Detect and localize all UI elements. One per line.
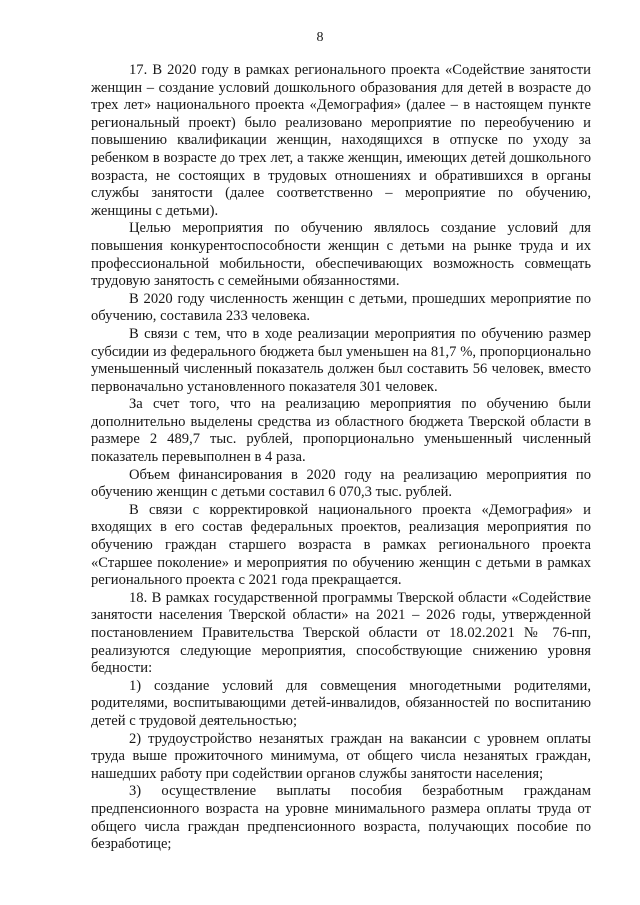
paragraph-regional-funding: За счет того, что на реализацию мероприятия по обучению были дополнительно выделены средства из областного бюджета Тверской области в размере 2 489,7 тыс. рублей, пропорционально уменьшенный численный показатель перевыполнен в 4 раза. <box>91 396 591 466</box>
paragraph-project-termination: В связи с корректировкой национального проекта «Демография» и входящих в его состав федеральных проектов, реализация мероприятия по обучению граждан старшего возраста в рамках регионального проекта «Старшее поколение» и мероприятия по обучению женщин с детьми в рамках регионального проекта с 2021 года прекращается. <box>91 501 591 589</box>
page-number: 8 <box>316 30 324 45</box>
paragraph-participants-count: В 2020 году численность женщин с детьми, прошедших мероприятие по обучению, составила 233 человека. <box>91 290 591 325</box>
paragraph-item-17-intro: 17. В 2020 году в рамках регионального проекта «Содействие занятости женщин – создание условий дошкольного образования для детей в возрасте до трех лет» национального проекта «Демография» (далее – в настоящем пункте региональный проект) было реализовано мероприятие по переобучению и повышению квалификации женщин, находящихся в отпуске по уходу за ребенком в возрасте до трех лет, а также женщин, имеющих детей дошкольного возраста, не состоящих в трудовых отношениях и обратившихся в органы службы занятости (далее соответственно – мероприятие по обучению, женщины с детьми). <box>91 62 591 219</box>
list-item-3: 3) осуществление выплаты пособия безработным гражданам предпенсионного возраста на уровне минимального размера оплаты труда от общего числа граждан предпенсионного возраста, получающих пособие по безработице; <box>91 783 591 853</box>
paragraph-subsidy-reduction: В связи с тем, что в ходе реализации мероприятия по обучению размер субсидии из федерального бюджета был уменьшен на 81,7 %, пропорционально уменьшенный численный показатель должен был составить 56 человек, вместо первоначально установленного показателя 301 человек. <box>91 325 591 395</box>
list-item-1: 1) создание условий для совмещения многодетными родителями, родителями, воспитывающими детей-инвалидов, обязанностей по воспитанию детей с трудовой деятельностью; <box>91 677 591 729</box>
paragraph-training-goal: Целью мероприятия по обучению являлось создание условий для повышения конкурентоспособности женщин с детьми на рынке труда и их профессиональной мобильности, обеспечивающих возможность совмещать трудовую занятость с семейными обязанностями. <box>91 220 591 290</box>
paragraph-funding-volume: Объем финансирования в 2020 году на реализацию мероприятия по обучению женщин с детьми составил 6 070,3 тыс. рублей. <box>91 466 591 501</box>
list-item-2: 2) трудоустройство незанятых граждан на вакансии с уровнем оплаты труда выше прожиточного минимума, от общего числа незанятых граждан, нашедших работу при содействии органов службы занятости населения; <box>91 730 591 782</box>
paragraph-item-18-intro: 18. В рамках государственной программы Тверской области «Содействие занятости населения Тверской области» на 2021 – 2026 годы, утвержденной постановлением Правительства Тверской области от 18.02.2021 № 76-пп, реализуются следующие мероприятия, способствующие снижению уровня бедности: <box>91 589 591 677</box>
document-body <box>91 62 591 854</box>
